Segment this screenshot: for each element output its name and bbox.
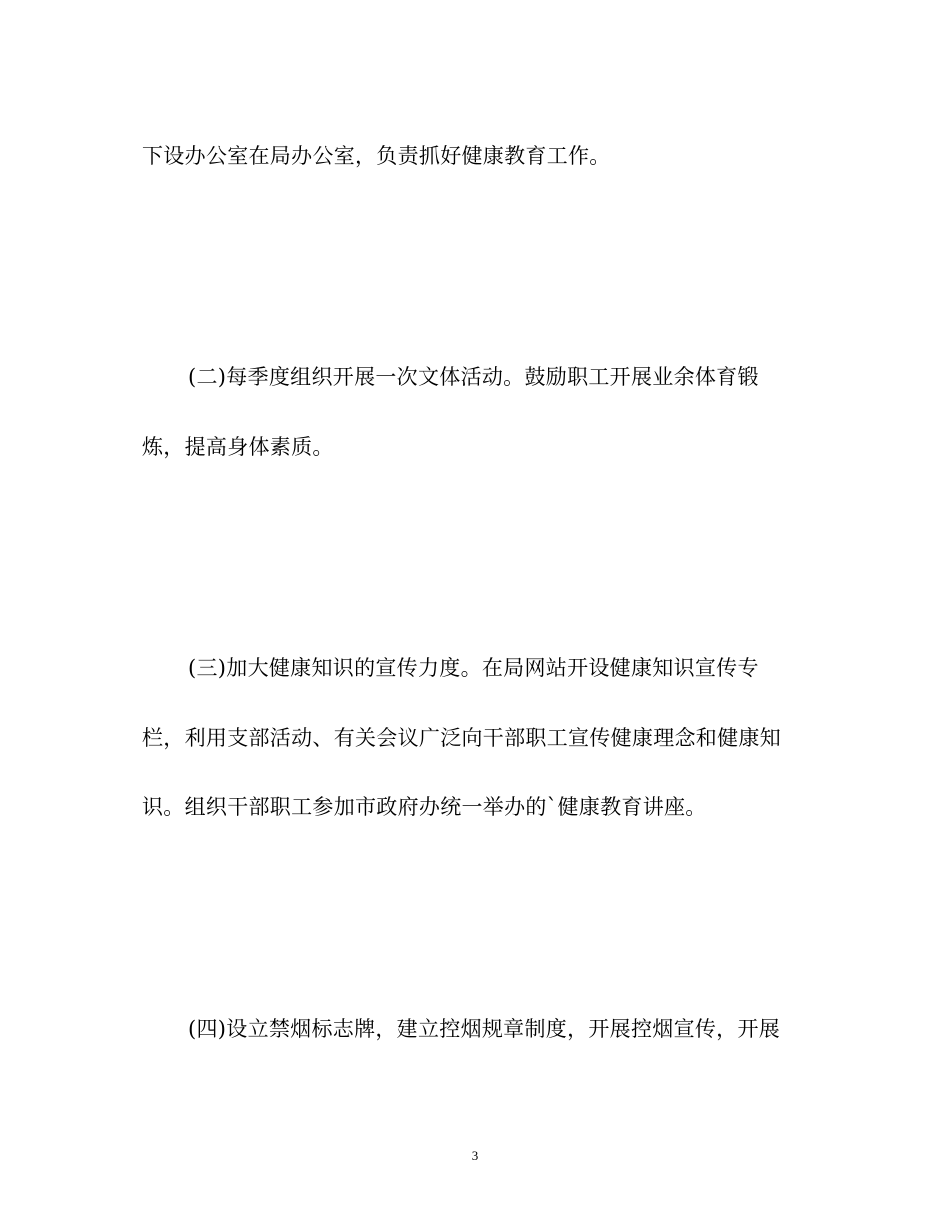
paragraph-line: 下设办公室在局办公室，负责抓好健康教育工作。	[142, 144, 611, 168]
paragraph-line: 识。组织干部职工参加市政府办统一举办的`健康教育讲座。	[142, 795, 707, 819]
paragraph-line: (三)加大健康知识的宣传力度。在局网站开设健康知识宣传专	[188, 656, 759, 680]
paragraph-line: (二)每季度组织开展一次文体活动。鼓励职工开展业余体育锻	[188, 365, 759, 389]
paragraph-line: 炼，提高身体素质。	[142, 435, 334, 459]
paragraph-line: (四)设立禁烟标志牌，建立控烟规章制度，开展控烟宣传，开展	[188, 1017, 781, 1041]
page-number: 3	[471, 1148, 479, 1163]
paragraph-line: 栏，利用支部活动、有关会议广泛向干部职工宣传健康理念和健康知	[142, 726, 781, 750]
